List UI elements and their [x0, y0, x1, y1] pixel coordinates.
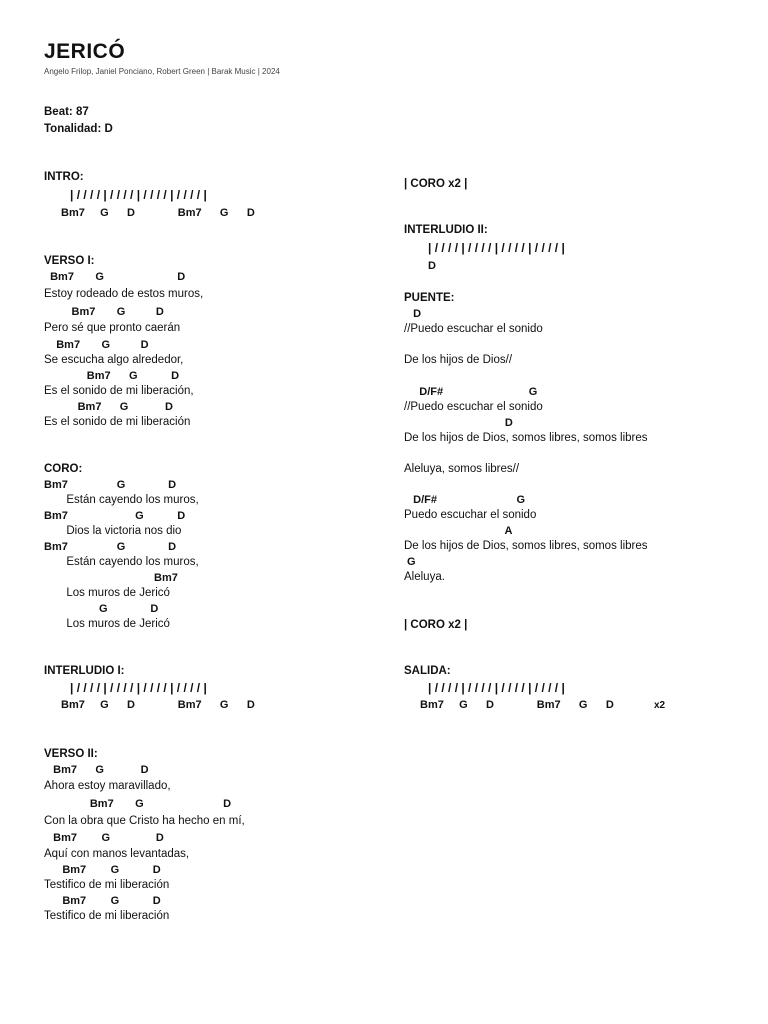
puente-heading: PUENTE:	[404, 292, 455, 304]
lyric-line: Pero sé que pronto caerán	[44, 322, 181, 334]
verso2-heading: VERSO II:	[44, 748, 98, 760]
chord-line: Bm7 G D	[44, 798, 232, 810]
chord-line: Bm7 G D	[44, 895, 161, 907]
interludio2-heading: INTERLUDIO II:	[404, 224, 488, 236]
lyric-line: //Puedo escuchar el sonido	[404, 401, 543, 413]
lyric-line: Están cayendo los muros,	[44, 494, 199, 506]
chord-line: A	[404, 525, 513, 537]
interludio1-chords: Bm7 G D Bm7 G D	[61, 699, 255, 711]
lyric-line: Testifico de mi liberación	[44, 879, 170, 891]
interludio1-heading: INTERLUDIO I:	[44, 665, 125, 677]
coro-heading: CORO:	[44, 463, 83, 475]
interludio2-bars: | / / / / | / / / / | / / / / | / / / / |	[428, 241, 565, 255]
lyric-line: //Puedo escuchar el sonido	[404, 323, 543, 335]
song-credits: Angelo Frilop, Janiel Ponciano, Robert Green | Barak Music | 2024	[44, 67, 280, 76]
chord-line: D/F# G	[404, 386, 538, 398]
chord-line: Bm7 G D	[44, 370, 180, 382]
lyric-line: De los hijos de Dios//	[404, 354, 513, 366]
lyric-line: Los muros de Jericó	[44, 618, 170, 630]
chord-line: Bm7 G D	[44, 832, 164, 844]
chord-line: D/F# G	[404, 494, 526, 506]
beat-label: Beat: 87	[44, 106, 89, 118]
chord-line: Bm7 G D	[44, 510, 186, 522]
chord-line: G D	[44, 603, 159, 615]
intro-heading: INTRO:	[44, 171, 84, 183]
chord-line: D	[404, 308, 422, 320]
interludio1-bars: | / / / / | / / / / | / / / / | / / / / |	[70, 681, 207, 695]
salida-chords: Bm7 G D Bm7 G D	[420, 699, 614, 711]
lyric-line: Dios la victoria nos dio	[44, 525, 182, 537]
lyric-line: Se escucha algo alrededor,	[44, 354, 184, 366]
chord-line: Bm7 G D	[44, 306, 164, 318]
chord-line: Bm7 G D	[44, 401, 173, 413]
song-title: JERICÓ	[44, 40, 126, 63]
chord-line: G	[404, 556, 416, 568]
chord-line: Bm7 G D	[44, 479, 177, 491]
chord-line: Bm7 G D	[44, 339, 149, 351]
lyric-line: Están cayendo los muros,	[44, 556, 199, 568]
lyric-line: De los hijos de Dios, somos libres, somos libres	[404, 540, 648, 552]
salida-repeat: x2	[654, 700, 666, 711]
chord-line: Bm7 G D	[44, 271, 186, 283]
lyric-line: Es el sonido de mi liberación	[44, 416, 191, 428]
key-label: Tonalidad: D	[44, 123, 113, 135]
lyric-line: Puedo escuchar el sonido	[404, 509, 537, 521]
lyric-line: Testifico de mi liberación	[44, 910, 170, 922]
lyric-line: Los muros de Jericó	[44, 587, 170, 599]
chord-line: D	[404, 417, 513, 429]
chord-line: Bm7	[44, 572, 178, 584]
chord-line: Bm7 G D	[44, 541, 177, 553]
lyric-line: De los hijos de Dios, somos libres, somos libres	[404, 432, 648, 444]
intro-bars: | / / / / | / / / / | / / / / | / / / / |	[70, 188, 207, 202]
lyric-line: Con la obra que Cristo ha hecho en mí,	[44, 815, 245, 827]
lyric-line: Aquí con manos levantadas,	[44, 848, 190, 860]
coro-repeat-marker: | CORO x2 |	[404, 619, 468, 631]
intro-chords: Bm7 G D Bm7 G D	[61, 207, 255, 219]
lyric-line: Aleluya, somos libres//	[404, 463, 520, 475]
lyric-line: Ahora estoy maravillado,	[44, 780, 171, 792]
interludio2-chord: D	[428, 260, 436, 272]
verso1-heading: VERSO I:	[44, 255, 95, 267]
chord-line: Bm7 G D	[44, 864, 161, 876]
salida-heading: SALIDA:	[404, 665, 451, 677]
lyric-line: Es el sonido de mi liberación,	[44, 385, 194, 397]
lyric-line: Aleluya.	[404, 571, 445, 583]
coro-repeat-marker: | CORO x2 |	[404, 178, 468, 190]
chord-line: Bm7 G D	[44, 764, 149, 776]
salida-bars: | / / / / | / / / / | / / / / | / / / / |	[428, 681, 565, 695]
lyric-line: Estoy rodeado de estos muros,	[44, 288, 204, 300]
